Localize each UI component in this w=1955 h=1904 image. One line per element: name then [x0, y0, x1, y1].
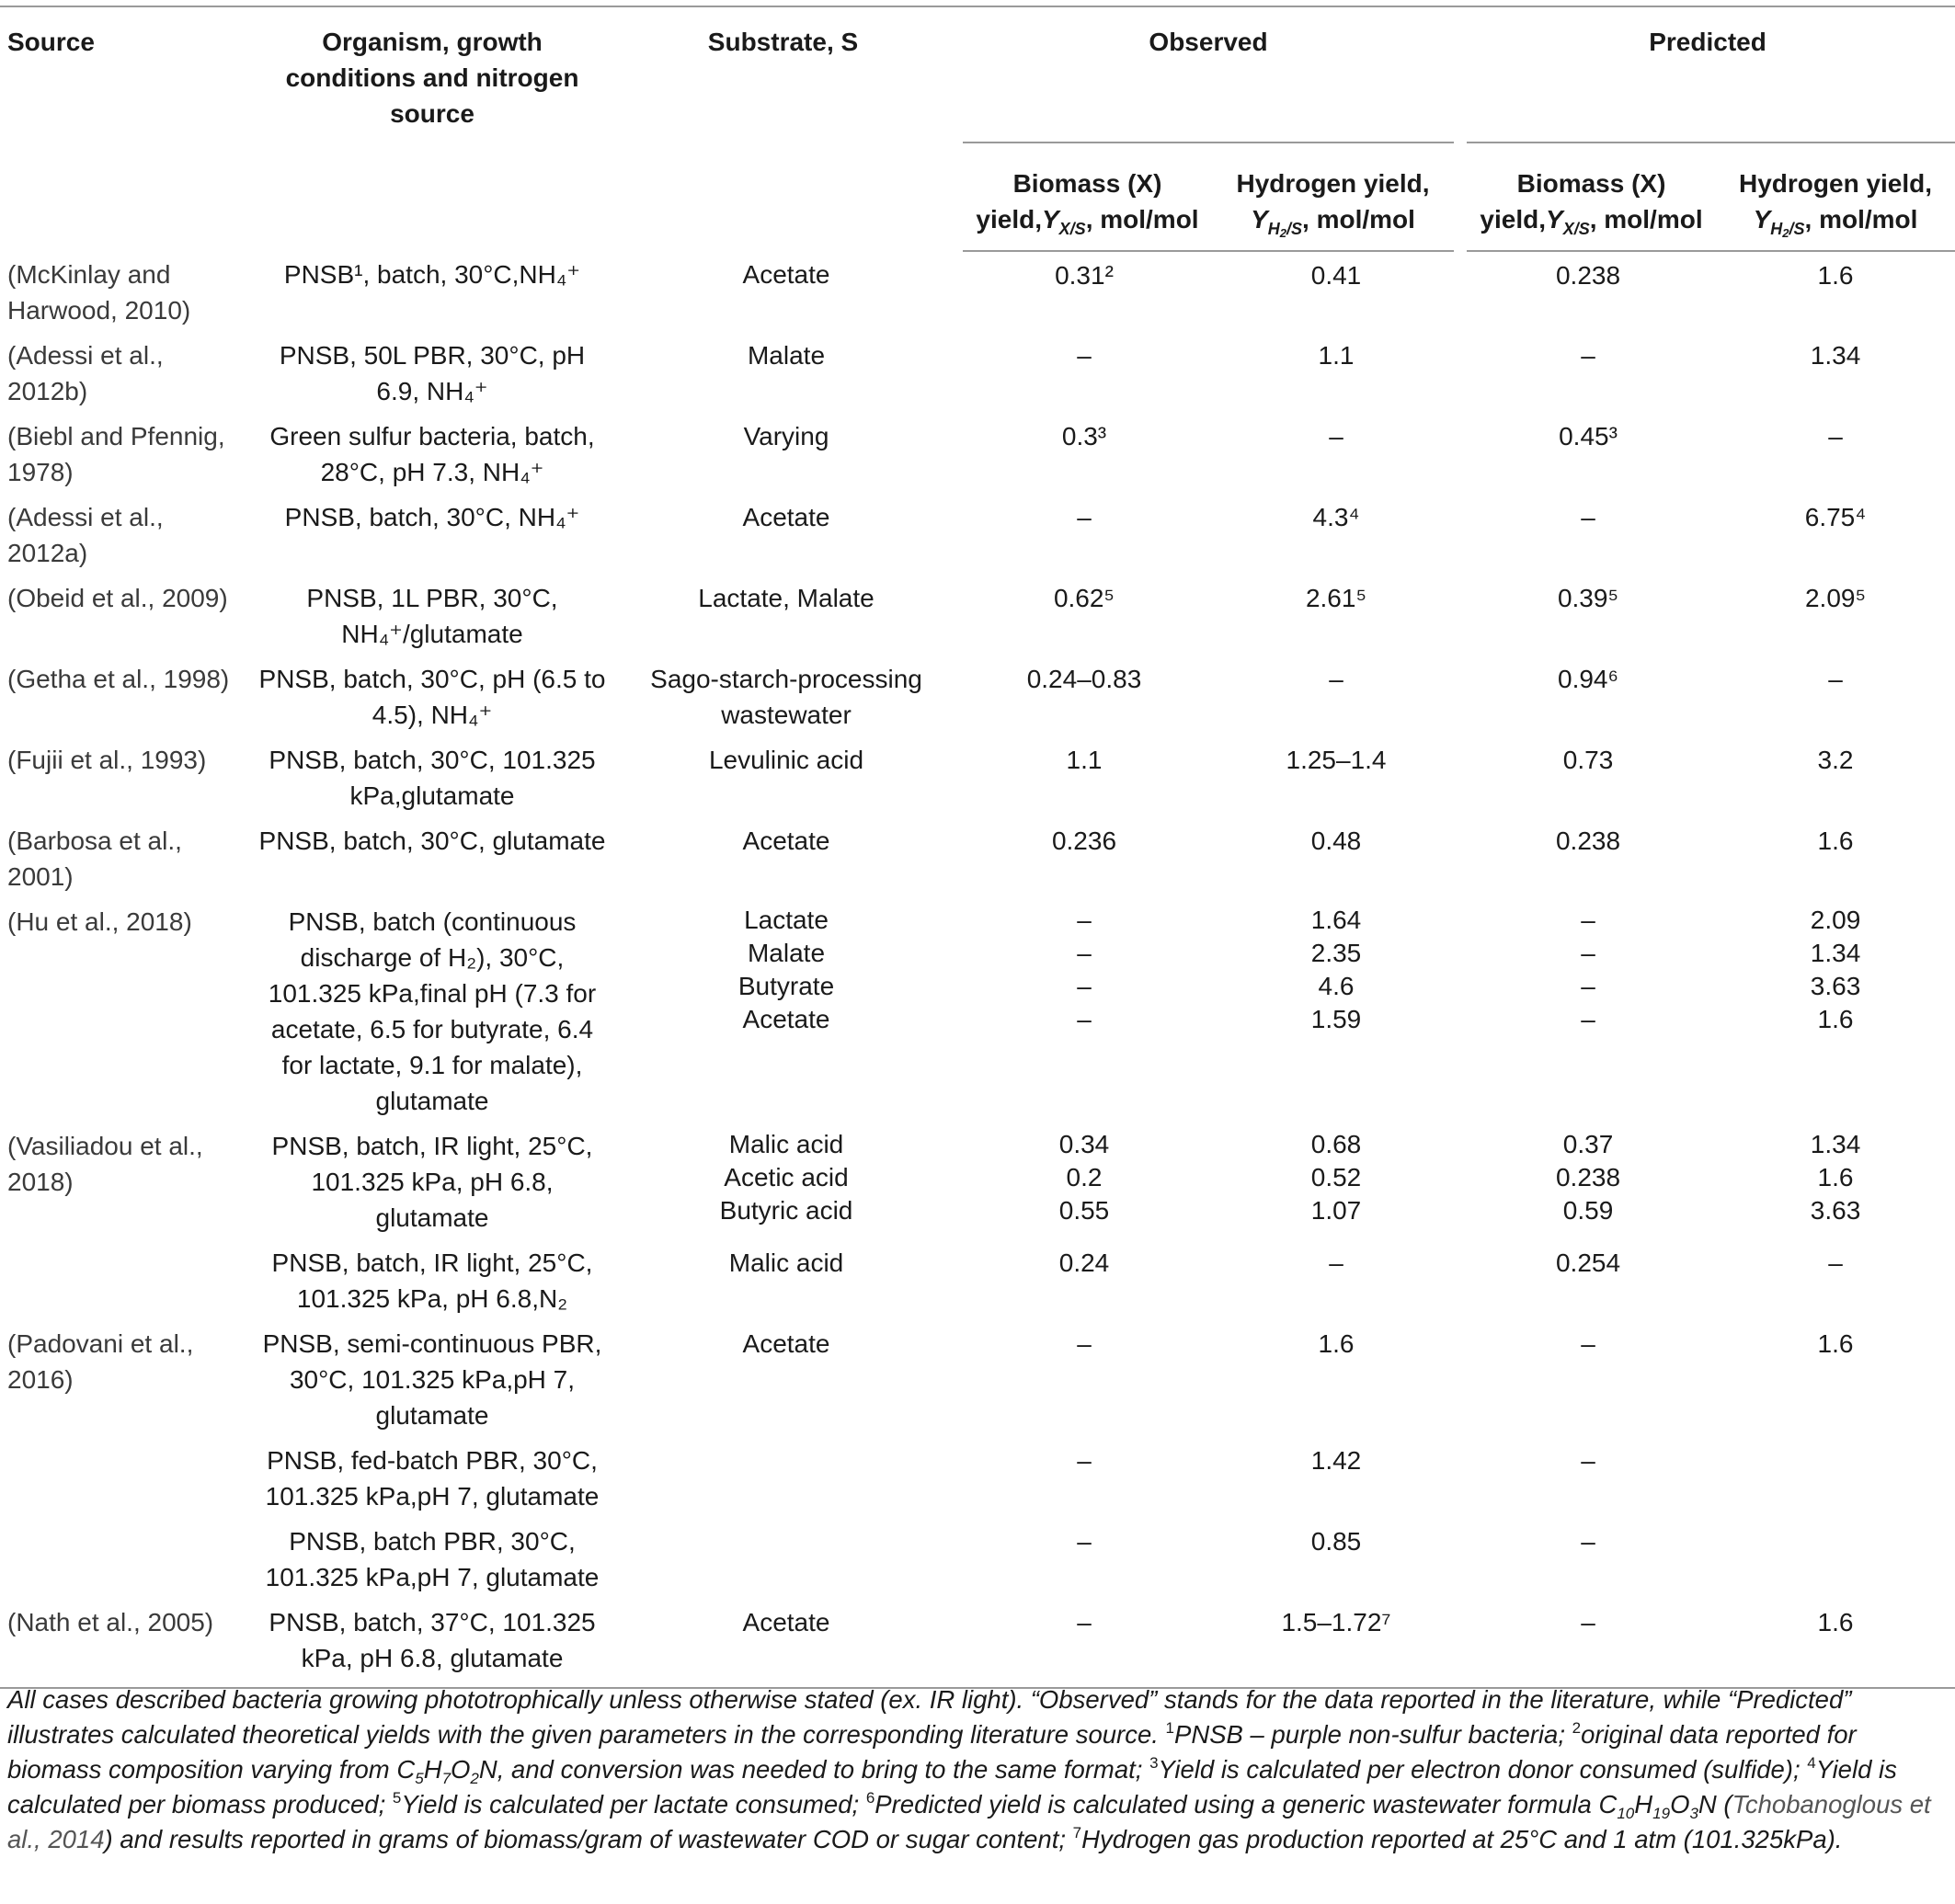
cell-substrate — [616, 1437, 956, 1518]
cell-predicted-hydrogen: – — [1828, 422, 1843, 450]
footnote-6a: Predicted yield is calculated using a generic wastewater formula — [875, 1790, 1592, 1818]
cell-predicted-biomass: – — [1581, 1446, 1595, 1475]
cell-predicted-biomass-line: – — [1581, 972, 1595, 1000]
cell-predicted-biomass: 0.238 — [1555, 261, 1621, 290]
cell-substrate-line: Acetate — [742, 1005, 830, 1033]
cell-observed-hydrogen: – — [1329, 1248, 1343, 1277]
cell-observed-biomass: – — [1077, 341, 1092, 370]
footnote-5: Yield is calculated per lactate consumed; — [401, 1790, 860, 1818]
cell-predicted-hydrogen: 2.09⁵ — [1804, 584, 1867, 612]
cell-observed-hydrogen: – — [1329, 665, 1343, 693]
cell-predicted-biomass: – — [1581, 503, 1595, 531]
footnote-2a: original data reported for biomass composition varying from — [7, 1720, 1857, 1784]
cell-substrate-line: Butyric acid — [719, 1196, 853, 1225]
cell-source: (Adessi et al., 2012a) — [7, 503, 164, 567]
cell-substrate-line: Acetic acid — [724, 1163, 849, 1191]
cell-source — [0, 1437, 248, 1518]
cell-predicted-biomass-line: 0.59 — [1562, 1196, 1614, 1225]
cell-predicted-hydrogen: 1.6 — [1817, 261, 1854, 290]
cell-predicted-biomass: – — [1581, 1527, 1595, 1556]
cell-source: (Obeid et al., 2009) — [7, 584, 228, 612]
header-pred-biomass: Biomass (X) $yield,Y_{X/S}$, mol/mol — [1460, 143, 1716, 251]
cell-organism: PNSB, batch, 30°C, pH (6.5 to 4.5), NH₄⁺ — [258, 665, 606, 729]
header-obs-hydrogen-line1: Hydrogen yield, — [1236, 169, 1430, 198]
cell-predicted-biomass: 0.238 — [1555, 827, 1621, 855]
table-row — [0, 494, 1955, 575]
cell-predicted-hydrogen: – — [1828, 665, 1843, 693]
cell-organism: PNSB, batch PBR, 30°C, 101.325 kPa,pH 7, glutamate — [265, 1527, 600, 1591]
cell-observed-hydrogen-line: 0.52 — [1310, 1163, 1362, 1191]
cell-substrate — [616, 1123, 956, 1239]
cell-observed-hydrogen-line: 4.6 — [1318, 972, 1355, 1000]
cell-predicted-biomass-line: – — [1581, 1005, 1595, 1033]
cell-observed-hydrogen: 1.6 — [1318, 1329, 1355, 1358]
cell-observed-hydrogen — [1212, 1123, 1460, 1239]
cell-predicted-biomass — [1460, 1123, 1716, 1239]
cell-predicted-biomass: 0.94⁶ — [1558, 665, 1619, 693]
cell-substrate: Lactate, Malate — [698, 584, 875, 612]
cell-organism: PNSB, batch, IR light, 25°C, 101.325 kPa, pH 6.8,N₂ — [271, 1248, 593, 1313]
cell-substrate: Sago-starch-processing wastewater — [650, 665, 922, 729]
table-row — [0, 656, 1955, 736]
cell-substrate: Acetate — [742, 827, 830, 855]
cell-source: (Fujii et al., 1993) — [7, 746, 207, 774]
cell-observed-hydrogen: 4.3⁴ — [1312, 503, 1360, 531]
table-row — [0, 1437, 1955, 1518]
table-row — [0, 736, 1955, 817]
header-observed: Observed — [956, 6, 1460, 143]
header-source: Source — [0, 6, 248, 251]
header-obs-biomass: Biomass (X) $yield,Y_{X/S}$, mol/mol — [956, 143, 1212, 251]
footnote-6-citation[interactable]: Tchobanoglous et al., 2014 — [7, 1790, 1931, 1853]
cell-observed-biomass: 0.31² — [1055, 261, 1114, 290]
cell-observed-hydrogen: 0.85 — [1310, 1527, 1362, 1556]
cell-predicted-biomass-line: 0.238 — [1555, 1163, 1621, 1191]
footnote-2b: , and conversion was needed to bring to the same format; — [497, 1755, 1143, 1784]
cell-predicted-hydrogen: 1.6 — [1716, 1599, 1955, 1688]
cell-substrate: Acetate — [742, 503, 830, 531]
cell-observed-biomass: 0.24 — [1058, 1248, 1110, 1277]
header-row-top — [0, 6, 1955, 143]
cell-predicted-biomass: 0.73 — [1562, 746, 1614, 774]
cell-observed-hydrogen-line: 1.07 — [1310, 1196, 1362, 1225]
header-obs-hydrogen: Hydrogen yield, $Y_{H_2/S}$, mol/mol — [1212, 143, 1460, 251]
cell-predicted-hydrogen-line: 1.34 — [1810, 939, 1861, 967]
header-substrate: Substrate, S — [616, 6, 956, 251]
cell-substrate — [616, 1518, 956, 1599]
cell-predicted-hydrogen-line: 1.34 — [1810, 1130, 1861, 1158]
cell-observed-hydrogen: 1.1 — [1318, 341, 1355, 370]
header-predicted: Predicted — [1460, 6, 1955, 143]
cell-observed-biomass: – — [1077, 503, 1092, 531]
cell-predicted-biomass: – — [1460, 1599, 1716, 1688]
cell-substrate: Acetate — [616, 1599, 956, 1688]
cell-substrate-line: Malate — [747, 939, 826, 967]
yield-comparison-table — [0, 6, 1955, 1689]
header-obs-biomass-prefix: yield, — [976, 205, 1042, 234]
footnote-4: Yield is calculated per biomass produced; — [7, 1755, 1897, 1818]
footnote-6b: and results reported in grams of biomass/gram of wastewater COD or sugar content; — [120, 1825, 1066, 1853]
cell-source: (Barbosa et al., 2001) — [7, 827, 182, 891]
cell-predicted-hydrogen — [1716, 898, 1955, 1123]
cell-predicted-biomass: – — [1581, 1329, 1595, 1358]
cell-observed-hydrogen: 0.41 — [1310, 261, 1362, 290]
cell-source — [0, 1518, 248, 1599]
cell-observed-biomass: 0.62⁵ — [1053, 584, 1115, 612]
cell-predicted-hydrogen — [1716, 1437, 1955, 1518]
table-row — [0, 1599, 1955, 1688]
cell-organism: PNSB, batch, 30°C, NH₄⁺ — [284, 503, 580, 531]
header-pred-hydrogen-suffix: , mol/mol — [1804, 205, 1918, 234]
header-obs-biomass-line1: Biomass (X) — [1012, 169, 1162, 198]
cell-predicted-biomass: – — [1581, 341, 1595, 370]
table-row — [0, 1320, 1955, 1437]
cell-substrate-line: Malic acid — [728, 1130, 844, 1158]
cell-observed-biomass-line: – — [1077, 906, 1092, 934]
cell-observed-biomass-line: – — [1077, 1005, 1092, 1033]
cell-organism: PNSB¹, batch, 30°C,NH₄⁺ — [283, 260, 581, 289]
header-pred-biomass-line1: Biomass (X) — [1516, 169, 1666, 198]
cell-observed-biomass: – — [956, 1599, 1212, 1688]
header-obs-hydrogen-suffix: , mol/mol — [1302, 205, 1415, 234]
cell-predicted-hydrogen — [1716, 1123, 1955, 1239]
cell-organism: PNSB, batch (continuous discharge of H₂), 30°C, 101.325 kPa,final pH (7.3 for acetate, 6.5 for butyrate, 6.4 for lactate, 9.1 for malate), glutamate — [268, 907, 597, 1115]
cell-observed-hydrogen — [1212, 898, 1460, 1123]
cell-organism: Green sulfur bacteria, batch, 28°C, pH 7.3, NH₄⁺ — [269, 422, 595, 486]
table-row — [0, 817, 1955, 898]
cell-source: (Vasiliadou et al., 2018) — [7, 1132, 203, 1196]
cell-source: (Biebl and Pfennig, 1978) — [7, 422, 225, 486]
table-row — [0, 332, 1955, 413]
cell-substrate-line: Butyrate — [737, 972, 835, 1000]
cell-organism: PNSB, fed-batch PBR, 30°C, 101.325 kPa,pH 7, glutamate — [265, 1446, 600, 1511]
table-row — [0, 413, 1955, 494]
cell-observed-biomass: – — [1077, 1446, 1092, 1475]
cell-substrate: Acetate — [742, 260, 830, 289]
cell-observed-biomass: – — [1077, 1329, 1092, 1358]
cell-predicted-hydrogen: 1.6 — [1817, 1329, 1854, 1358]
table-row — [0, 1239, 1955, 1320]
table-footnote: All cases described bacteria growing phototrophically unless otherwise stated (ex. IR light). “Observed” stands for the data reported in the literature, while “Predicted” illustrates calculated theoretical yields with the given parameters in the corresponding literature source. $^1$PNSB – purple non-sulfur bacteria; $^2$original data reported for biomass composition varying from $C_5H_7O_2N$, and conversion was needed to bring to the same format; $^3$Yield is calculated per electron donor consumed (sulfide); $^4$Yield is calculated per biomass produced; $^5$Yield is calculated per lactate consumed; $^6$Predicted yield is calculated using a generic wastewater formula $C_{10}H_{19}O_3N$ (Tchobanoglous et al., 2014) and results reported in grams of biomass/gram of wastewater COD or sugar content; $^7$Hydrogen gas production reported at 25°C and 1 atm (101.325kPa). — [7, 1685, 1931, 1853]
cell-organism: PNSB, batch, 30°C, 101.325 kPa,glutamate — [269, 746, 596, 810]
header-organism: Organism, growth conditions and nitrogen source — [248, 6, 616, 251]
cell-observed-biomass — [956, 898, 1212, 1123]
cell-observed-biomass-line: – — [1077, 972, 1092, 1000]
cell-observed-biomass-line: 0.34 — [1058, 1130, 1110, 1158]
header-pred-hydrogen: Hydrogen yield, $Y_{H_2/S}$, mol/mol — [1716, 143, 1955, 251]
cell-observed-hydrogen: 1.42 — [1310, 1446, 1362, 1475]
cell-predicted-biomass-line: – — [1581, 906, 1595, 934]
cell-substrate: Malate — [747, 341, 826, 370]
cell-predicted-biomass-line: – — [1581, 939, 1595, 967]
cell-predicted-biomass: 0.254 — [1555, 1248, 1621, 1277]
cell-predicted-hydrogen-line: 1.6 — [1817, 1005, 1854, 1033]
footnote-3: Yield is calculated per electron donor consumed (sulfide); — [1158, 1755, 1801, 1784]
cell-predicted-hydrogen: 6.75⁴ — [1804, 503, 1867, 531]
cell-source: (Getha et al., 1998) — [7, 665, 230, 693]
cell-observed-hydrogen-line: 1.59 — [1310, 1005, 1362, 1033]
cell-observed-hydrogen-line: 2.35 — [1310, 939, 1362, 967]
cell-organism: PNSB, batch, 37°C, 101.325 kPa, pH 6.8, glutamate — [248, 1599, 616, 1688]
cell-organism: PNSB, batch, 30°C, glutamate — [258, 827, 606, 855]
cell-observed-hydrogen-line: 0.68 — [1310, 1130, 1362, 1158]
cell-predicted-biomass: 0.45³ — [1559, 422, 1618, 450]
cell-source: (Padovani et al., 2016) — [7, 1329, 194, 1394]
cell-predicted-biomass — [1460, 898, 1716, 1123]
cell-observed-hydrogen: – — [1329, 422, 1343, 450]
cell-organism: PNSB, batch, IR light, 25°C, 101.325 kPa, pH 6.8, glutamate — [271, 1132, 593, 1232]
table-row — [0, 575, 1955, 656]
cell-source: (Hu et al., 2018) — [7, 907, 192, 936]
cell-observed-hydrogen: 1.5–1.72⁷ — [1212, 1599, 1460, 1688]
cell-source: (Adessi et al., 2012b) — [7, 341, 164, 405]
cell-predicted-hydrogen: 1.34 — [1810, 341, 1861, 370]
header-pred-biomass-suffix: , mol/mol — [1589, 205, 1703, 234]
cell-predicted-hydrogen-line: 3.63 — [1810, 1196, 1861, 1225]
cell-observed-biomass-line: 0.55 — [1058, 1196, 1110, 1225]
footnote-intro: All cases described bacteria growing phototrophically unless otherwise stated (ex. IR light). “Observed” stands for the data reported in the literature, while “Predicted” illustrates calculated theoretical yields with the given parameters in the corresponding literature source. — [7, 1685, 1852, 1749]
table-row — [0, 1123, 1955, 1239]
cell-observed-biomass — [956, 1123, 1212, 1239]
cell-substrate-line: Lactate — [744, 906, 829, 934]
cell-substrate — [616, 898, 956, 1123]
cell-observed-hydrogen: 2.61⁵ — [1305, 584, 1367, 612]
cell-predicted-hydrogen-line: 2.09 — [1810, 906, 1861, 934]
cell-source: (McKinlay and Harwood, 2010) — [7, 260, 191, 325]
cell-observed-biomass: 1.1 — [1066, 746, 1103, 774]
cell-observed-hydrogen-line: 1.64 — [1310, 906, 1362, 934]
cell-source — [0, 1239, 248, 1320]
cell-observed-biomass: – — [1077, 1527, 1092, 1556]
cell-predicted-biomass-line: 0.37 — [1562, 1130, 1614, 1158]
header-obs-biomass-suffix: , mol/mol — [1085, 205, 1199, 234]
cell-observed-biomass-line: 0.2 — [1066, 1163, 1103, 1191]
table-row — [0, 251, 1955, 332]
cell-organism: PNSB, 50L PBR, 30°C, pH 6.9, NH₄⁺ — [279, 341, 586, 405]
cell-observed-hydrogen: 0.48 — [1310, 827, 1362, 855]
cell-predicted-hydrogen-line: 1.6 — [1817, 1163, 1854, 1191]
cell-predicted-hydrogen: 1.6 — [1817, 827, 1854, 855]
cell-predicted-hydrogen-line: 3.63 — [1810, 972, 1861, 1000]
table-row — [0, 1518, 1955, 1599]
cell-substrate: Malic acid — [728, 1248, 844, 1277]
cell-substrate: Varying — [743, 422, 829, 450]
cell-observed-biomass-line: – — [1077, 939, 1092, 967]
cell-predicted-biomass: 0.39⁵ — [1557, 584, 1619, 612]
table-row — [0, 898, 1955, 1123]
cell-observed-hydrogen: 1.25–1.4 — [1286, 746, 1387, 774]
cell-observed-biomass: 0.236 — [1051, 827, 1117, 855]
cell-organism: PNSB, semi-continuous PBR, 30°C, 101.325 kPa,pH 7, glutamate — [262, 1329, 602, 1430]
cell-substrate: Acetate — [742, 1329, 830, 1358]
cell-substrate: Levulinic acid — [708, 746, 864, 774]
table-body — [0, 251, 1955, 1688]
footnote-1: PNSB – purple non-sulfur bacteria; — [1174, 1720, 1565, 1749]
header-pred-biomass-prefix: yield, — [1480, 205, 1546, 234]
cell-predicted-hydrogen: 3.2 — [1817, 746, 1854, 774]
cell-observed-biomass: 0.3³ — [1061, 422, 1107, 450]
cell-predicted-hydrogen: – — [1828, 1248, 1843, 1277]
cell-source: (Nath et al., 2005) — [0, 1599, 248, 1688]
header-pred-hydrogen-line1: Hydrogen yield, — [1739, 169, 1933, 198]
cell-observed-biomass: 0.24–0.83 — [1026, 665, 1142, 693]
cell-predicted-hydrogen — [1716, 1518, 1955, 1599]
footnote-7: Hydrogen gas production reported at 25°C and 1 atm (101.325kPa). — [1081, 1825, 1843, 1853]
cell-organism: PNSB, 1L PBR, 30°C, NH₄⁺/glutamate — [306, 584, 558, 648]
